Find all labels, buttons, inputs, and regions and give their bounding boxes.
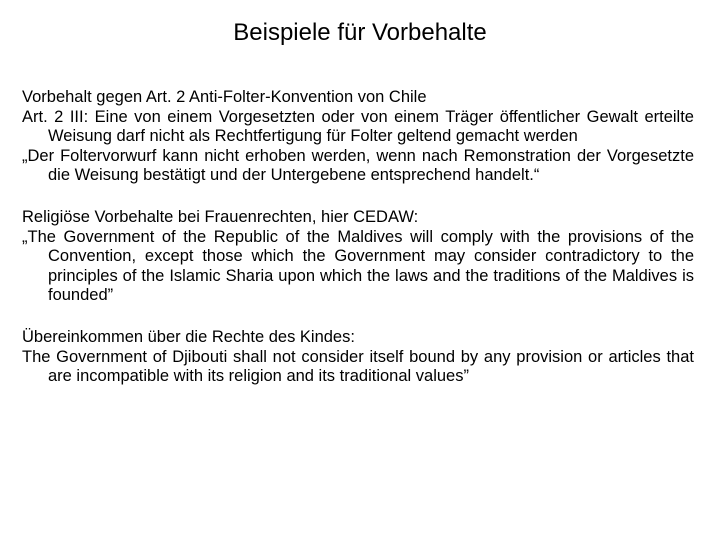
section-chile-reservation	[22, 88, 694, 186]
quote: „The Government of the Republic of the Maldives will comply with the provisions of the Convention, except those which the Government may consider contradictory to the principles of the Islamic Sharia upon which the laws and the traditions of the Maldives is founded”	[22, 227, 694, 305]
quote: „Der Foltervorwurf kann nicht erhoben werden, wenn nach Remonstration der Vorgesetzte die Weisung bestätigt und der Untergebene entsprechend handelt.“	[22, 146, 694, 185]
section-cedaw-reservation	[22, 208, 694, 306]
section-heading: Übereinkommen über die Rechte des Kindes:	[22, 327, 355, 346]
section-child-rights-reservation	[22, 328, 694, 387]
section-heading: Vorbehalt gegen Art. 2 Anti-Folter-Konvention von Chile	[22, 88, 427, 106]
quote: The Government of Djibouti shall not consider itself bound by any provision or articles that are incompatible with its religion and its traditional values”	[22, 347, 694, 386]
slide-title: Beispiele für Vorbehalte	[233, 19, 487, 46]
section-heading: Religiöse Vorbehalte bei Frauenrechten, hier CEDAW:	[22, 207, 419, 226]
paragraph: Art. 2 III: Eine von einem Vorgesetzten oder von einem Träger öffentlicher Gewalt erteilte Weisung darf nicht als Rechtfertigung für Folter geltend gemacht werden	[22, 107, 694, 146]
slide-body	[22, 88, 694, 409]
